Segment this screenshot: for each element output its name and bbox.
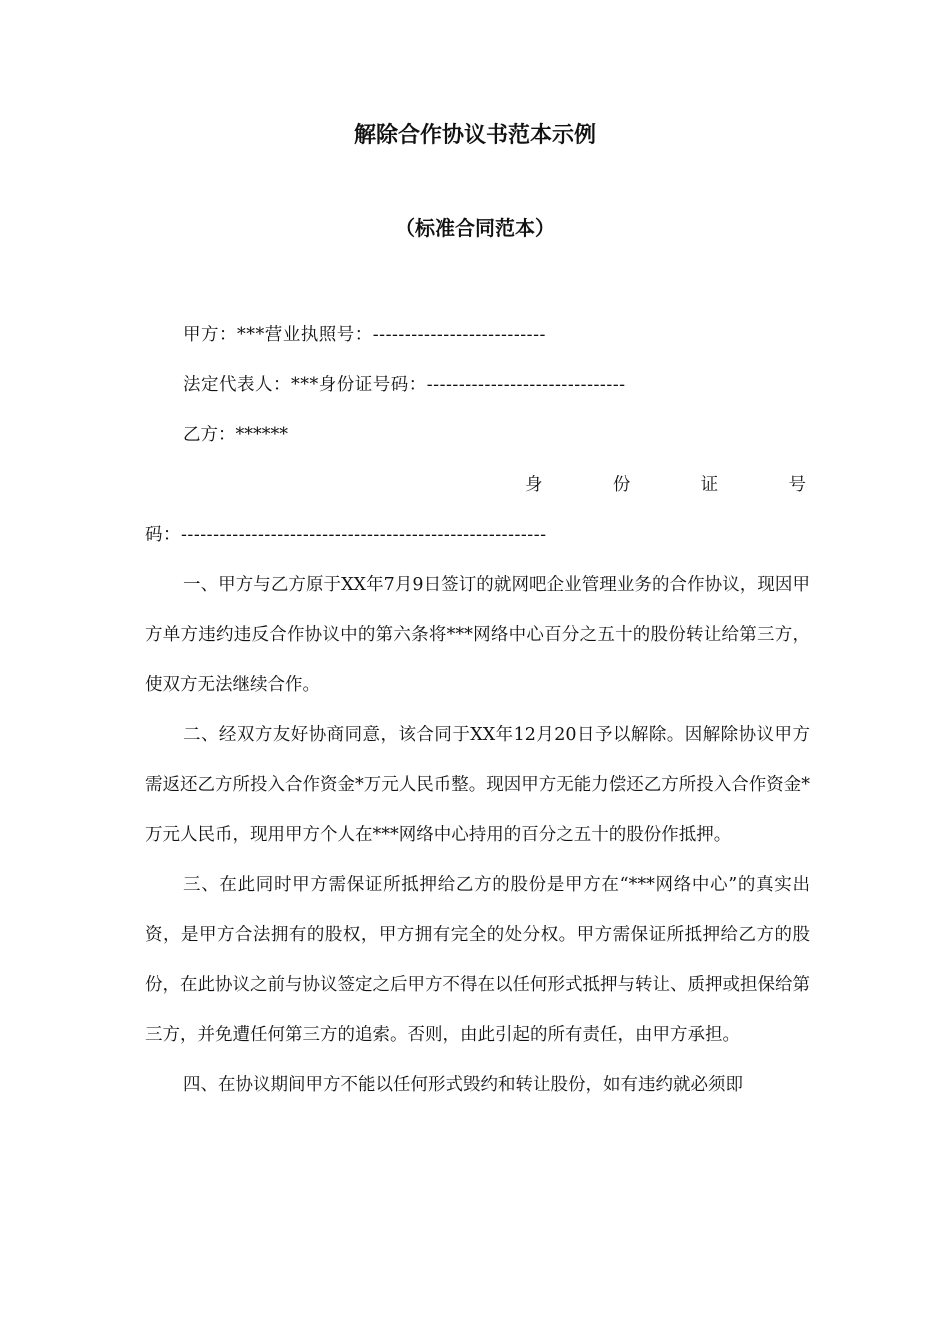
document-title: 解除合作协议书范本示例 <box>353 123 596 148</box>
id-number-line: 码：--------------------------------------------------------- <box>145 525 547 545</box>
document-subtitle: （标准合同范本） <box>395 216 555 240</box>
id-number-label-row <box>145 460 810 510</box>
id-char: 证 <box>700 475 719 495</box>
party-b-line: 乙方：****** <box>183 425 288 445</box>
id-char: 份 <box>612 475 631 495</box>
id-char: 号 <box>788 475 806 495</box>
clause-3: 三、在此同时甲方需保证所抵押给乙方的股份是甲方在“***网络中心”的真实出资，是甲方合法拥有的股权，甲方拥有完全的处分权。甲方需保证所抵押给乙方的股份，在此协议之前与协议签定之后甲方不得在以任何形式抵押与转让、质押或担保给第三方，并免遭任何第三方的追索。否则，由此引起的所有责任，由甲方承担。 <box>145 875 810 1045</box>
document-body <box>145 310 810 1110</box>
id-char: 身 <box>525 475 543 495</box>
clause-2: 二、经双方友好协商同意，该合同于XX年12月20日予以解除。因解除协议甲方需返还乙方所投入合作资金*万元人民币整。现因甲方无能力偿还乙方所投入合作资金*万元人民币，现用甲方个人在***网络中心持用的百分之五十的股份作抵押。 <box>145 725 810 845</box>
clause-1: 一、甲方与乙方原于XX年7月9日签订的就网吧企业管理业务的合作协议，现因甲方单方违约违反合作协议中的第六条将***网络中心百分之五十的股份转让给第三方，使双方无法继续合作。 <box>145 575 810 695</box>
clause-4: 四、在协议期间甲方不能以任何形式毁约和转让股份，如有违约就必须即 <box>183 1075 743 1095</box>
party-a-line: 甲方：***营业执照号：--------------------------- <box>183 325 546 345</box>
legal-representative-line: 法定代表人：***身份证号码：------------------------------- <box>183 375 626 395</box>
